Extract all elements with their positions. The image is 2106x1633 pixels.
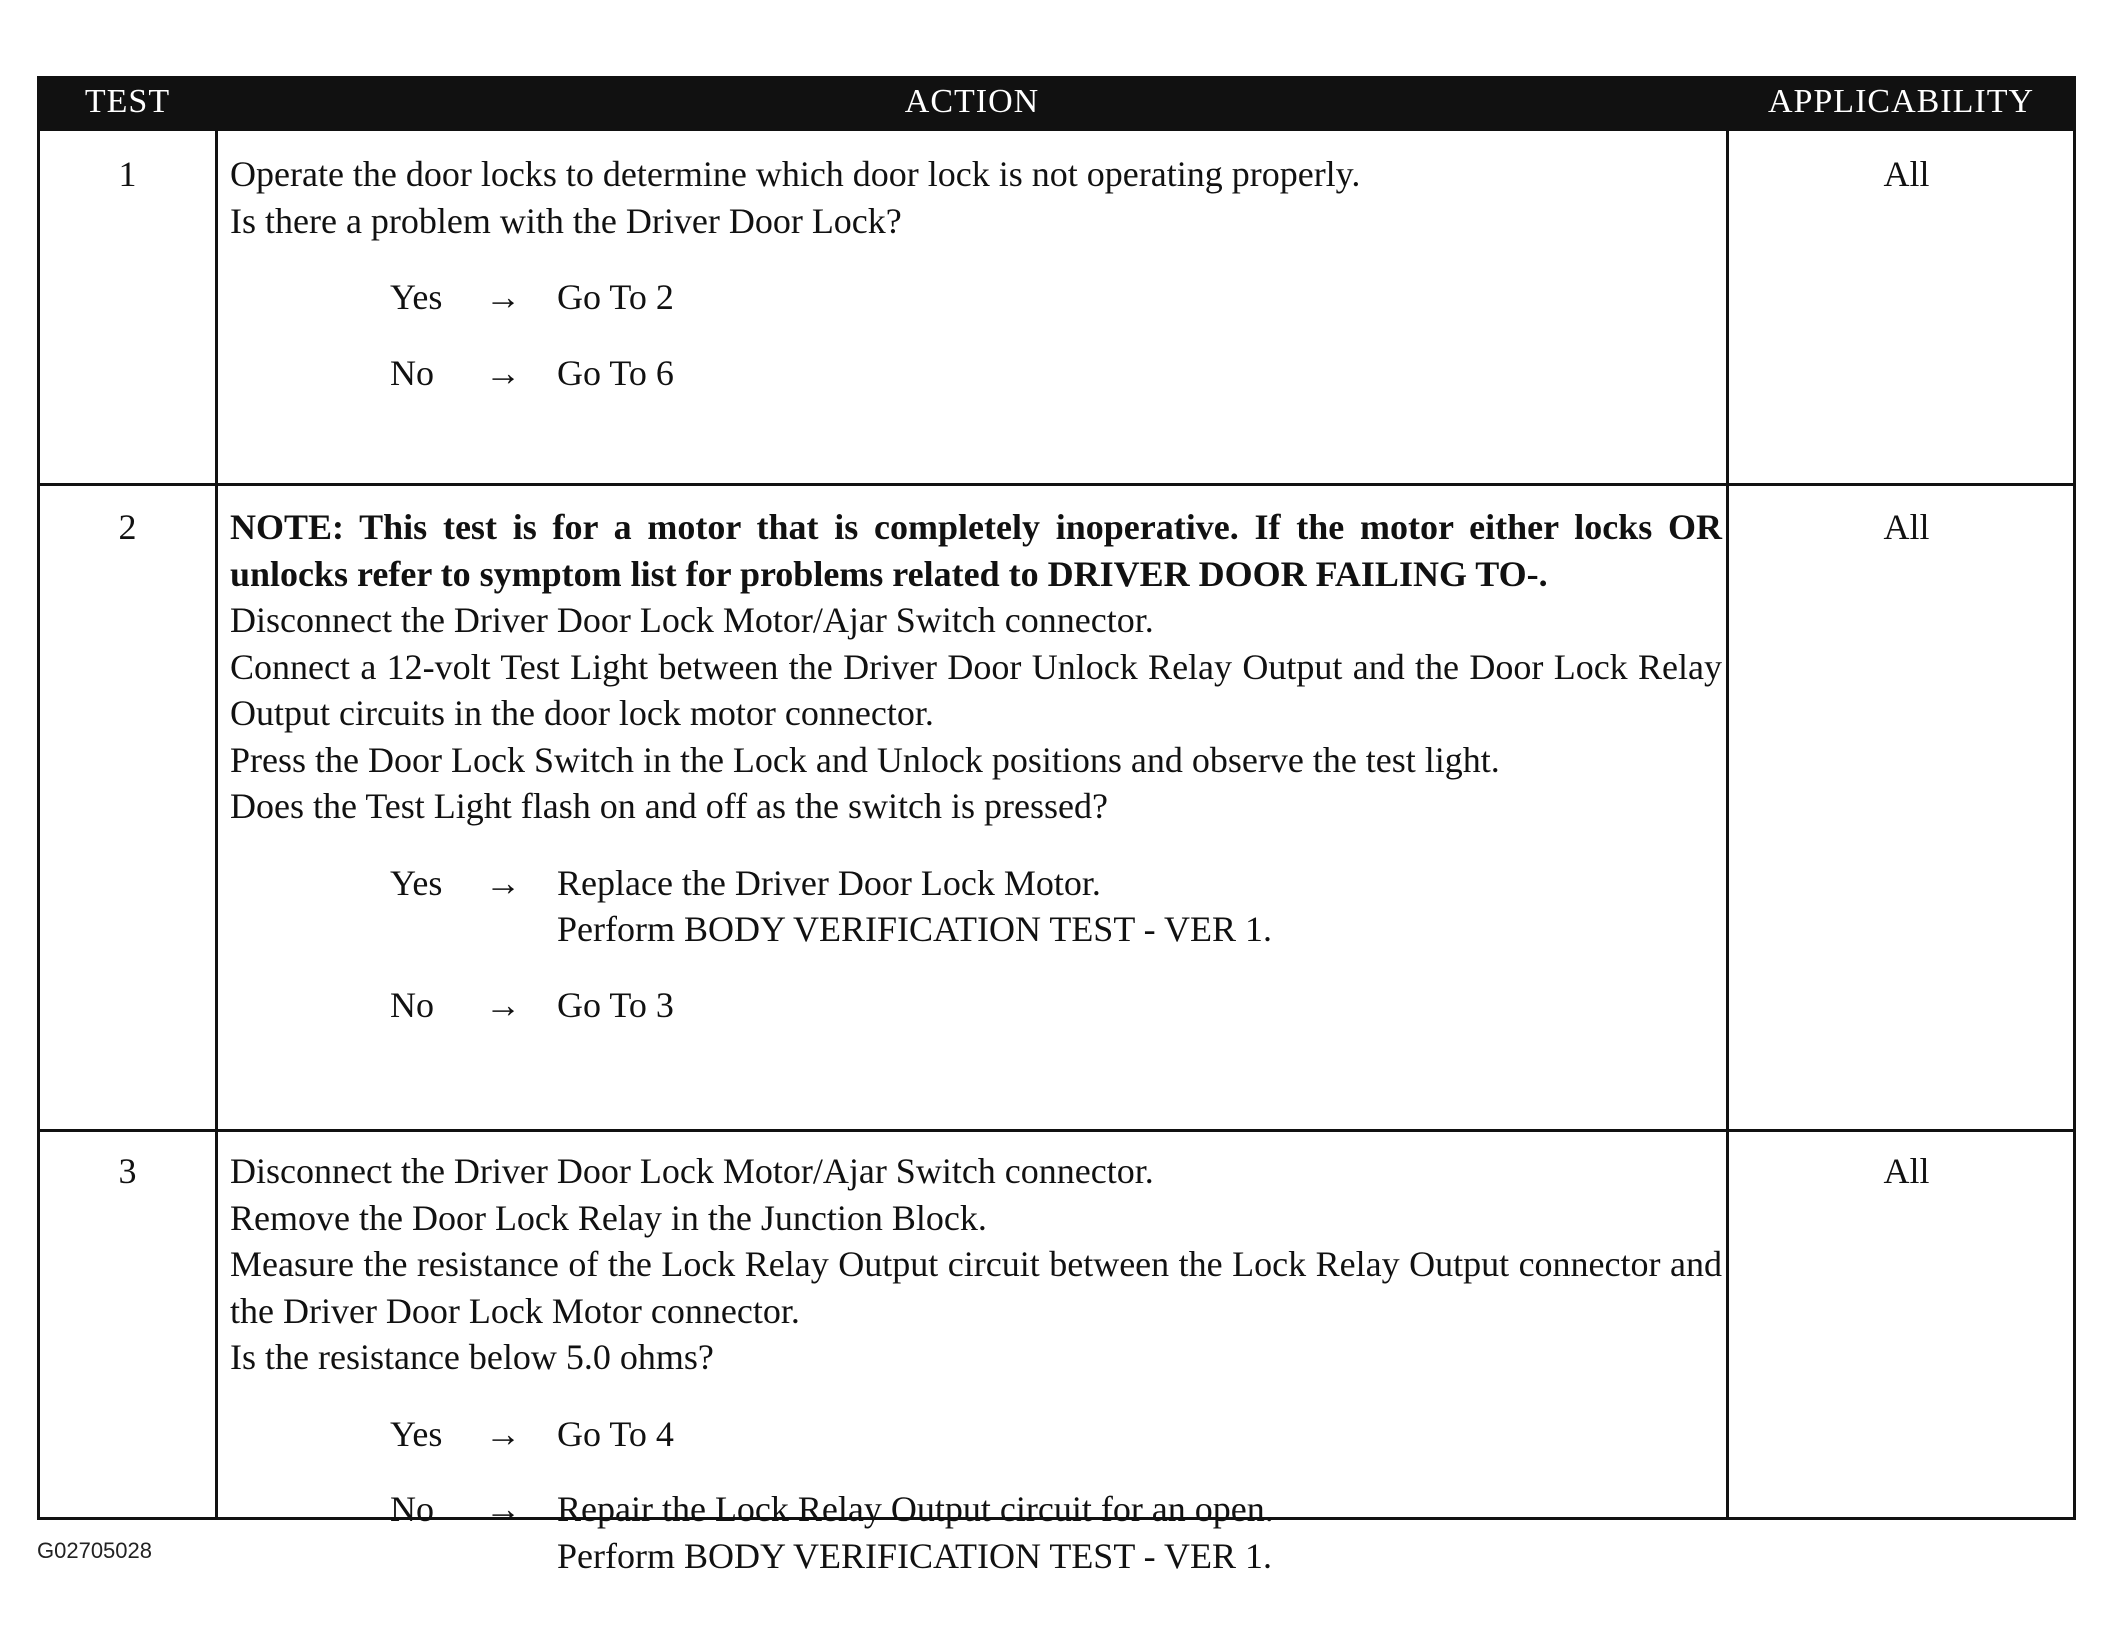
note-text: NOTE: This test is for a motor that is completely inoperative. If the motor either locks OR unlocks refer to symptom list for problems related to DRIVER DOOR FAILING TO-.: [230, 507, 1722, 594]
test-number: 1: [118, 154, 137, 194]
action-line: Measure the resistance of the Lock Relay Output circuit between the Lock Relay Output connector and the Driver Door Lock Motor connector.: [230, 1244, 1722, 1331]
no-label: No: [390, 1489, 434, 1529]
yes-branch: [390, 1411, 1722, 1458]
table-row-test-2: [40, 486, 2073, 1129]
yes-branch: [390, 860, 1722, 953]
no-result: Go To 6: [557, 352, 674, 393]
action-cell: [230, 504, 1722, 1028]
action-cell: [230, 151, 1722, 396]
arrow-icon: →: [485, 277, 521, 317]
applicability-cell: All: [1883, 507, 1930, 547]
action-line: Disconnect the Driver Door Lock Motor/Ajar Switch connector.: [230, 1151, 1154, 1191]
action-line: Press the Door Lock Switch in the Lock and Unlock positions and observe the test light.: [230, 739, 1500, 780]
applicability-cell: All: [1883, 1151, 1930, 1191]
action-line: Does the Test Light flash on and off as the switch is pressed?: [230, 786, 1108, 826]
applicability-cell: All: [1883, 154, 1930, 194]
header-applicability: APPLICABILITY: [1767, 83, 2035, 120]
action-line: Is the resistance below 5.0 ohms?: [230, 1337, 714, 1377]
no-label: No: [390, 352, 434, 393]
test-number: 2: [118, 507, 137, 547]
test-number: 3: [118, 1151, 137, 1191]
table-header: [40, 76, 2073, 131]
action-cell: [230, 1148, 1722, 1579]
arrow-icon: →: [485, 1489, 521, 1529]
action-line: Remove the Door Lock Relay in the Junction Block.: [230, 1197, 987, 1238]
no-result-2: Perform BODY VERIFICATION TEST - VER 1.: [557, 1535, 1273, 1576]
no-label: No: [390, 984, 434, 1025]
arrow-icon: →: [485, 1413, 521, 1454]
table-row-test-1: [40, 131, 2073, 483]
no-result: Repair the Lock Relay Output circuit for an open.: [557, 1489, 1274, 1529]
header-test: TEST: [84, 83, 171, 120]
yes-result: Go To 2: [557, 277, 674, 317]
no-result: Go To 3: [557, 984, 674, 1025]
yes-result: Go To 4: [557, 1413, 674, 1454]
arrow-icon: →: [485, 352, 521, 393]
action-line: Is there a problem with the Driver Door Lock?: [230, 200, 902, 241]
yes-label: Yes: [390, 1413, 443, 1454]
header-action: ACTION: [904, 83, 1040, 120]
action-line: Connect a 12-volt Test Light between the Driver Door Unlock Relay Output and the Door Lock Relay Output circuits in the door lock motor connector.: [230, 646, 1722, 733]
yes-label: Yes: [390, 862, 443, 903]
action-line: Disconnect the Driver Door Lock Motor/Ajar Switch connector.: [230, 600, 1154, 640]
yes-result: Replace the Driver Door Lock Motor.: [557, 862, 1101, 903]
no-branch: [390, 982, 1722, 1029]
arrow-icon: →: [485, 984, 521, 1025]
no-branch: [390, 350, 1722, 397]
yes-branch: [390, 274, 1722, 321]
figure-id: G02705028: [37, 1538, 152, 1563]
arrow-icon: →: [485, 862, 521, 903]
yes-label: Yes: [390, 277, 443, 317]
action-line: Operate the door locks to determine which door lock is not operating properly.: [230, 154, 1361, 194]
yes-result-2: Perform BODY VERIFICATION TEST - VER 1.: [557, 909, 1273, 949]
no-branch: [390, 1486, 1722, 1579]
